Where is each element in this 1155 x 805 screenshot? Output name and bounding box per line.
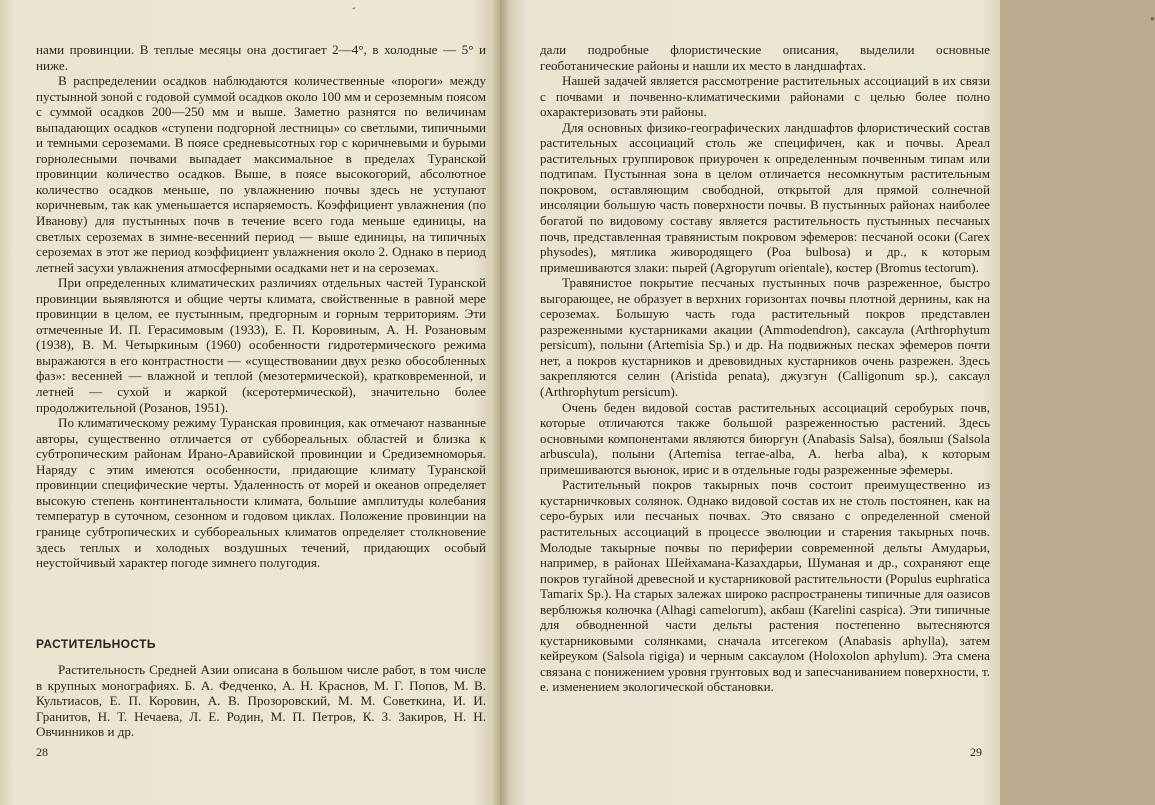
paragraph: Растительный покров такырных почв состоит преимущественно из кустарничковых солянок. Однако видовой состав их не столь постоянен, как на серо-бурых или песчаных почвах. Это связано с определенной сменой растительных ассоциаций в процессе эволюции и старения такырных почв. Молодые такырные почвы по периферии современной дельты Амударьи, например, в районах Шейхамана-Казахдарьи, Шуманая и др., сохраняют еще покров тугайной древесной и кустарниковой растительности (Populus euphratica Tamarix Sp.). На старых залежах широко распространены типичные для оазисов верблюжья колючка (Alhagi camelorum), акбаш (Karelini caspica). Эти типичные для обводненной части дельты растения постепенно вытесняются кустарниковыми солянками, сначала итсегеком (Anabasis aphylla), затем кейреуком (Salsola rigiga) и черным саксаулом (Holoxolon aphylum). Эта смена связана с понижением уровня грунтовых вод и запесчаниванием поверхности, т. е. изменением экологической обстановки. [540,477,990,695]
paragraph: Травянистое покрытие песчаных пустынных почв разреженное, быстро выгорающее, не образует в верхних горизонтах почвы плотной дернины, как на сероземах. Большую часть года растительный покров представлен разреженными кустарниками акации (Ammodendron), саксаула (Arthrophytum persicum), полыни (Artemisia Sp.) и др. На подвижных песках эфемеров почти нет, а покров кустарников и древовидных кустарников очень разрежен. Здесь закрепляются селин (Aristida penata), джузгун (Calligonum sp.), саксаул (Arthrophytum persicum). [540,275,990,400]
section-intro [36,662,486,740]
ink-mark: ˊ [348,5,357,22]
paragraph: По климатическому режиму Туранская провинция, как отмечают названные авторы, существенно отличается от суббореальных областей и близка к субтропическим районам Ирано-Аравийской провинции и Средиземноморья. Наряду с этим имеются особенности, придающие климату Туранской провинции специфические черты. Удаленность от морей и океанов определяет высокую степень континентальности климата, большие амплитуды колебания температур в суточном, сезонном и годовом циклах. Положение провинции на границе субтропических и суббореальных климатов определяет столкновение здесь теплых и холодных воздушных течений, придающих особый неустойчивый характер погоде зимнего полугодия. [36,415,486,571]
page-number: 29 [970,745,982,759]
page-number: 28 [36,745,48,759]
left-body-text [36,42,486,571]
paragraph: нами провинции. В теплые месяцы она достигает 2—4°, в холодные — 5° и ниже. [36,42,486,73]
paragraph: Очень беден видовой состав растительных ассоциаций серобурых почв, которые отличаются также большой разреженностью растений. Здесь основными компонентами являются биюргун (Anabasis Salsa), боялыш (Salsola arbuscula), полыни (Artemisa terrae-alba, A. herba alba), к которым примешиваются вьюнок, ирис и в отдельные годы разреженные эфемеры. [540,399,990,477]
section-heading: РАСТИТЕЛЬНОСТЬ [36,637,156,651]
paragraph: Нашей задачей является рассмотрение растительных ассоциаций в их связи с почвами и почвенно-климатическими районами с целью более полно охарактеризовать эти районы. [540,73,990,120]
paragraph: В распределении осадков наблюдаются количественные «пороги» между пустынной зоной с годовой суммой осадков около 100 мм и сероземным поясом с суммой осадков 200—250 мм и выше. Заметно разнятся по величинам выпадающих осадков «ступени подгорной лестницы» со светлыми, типичными и темными сероземами. В поясе средневысотных гор с коричневыми и бурыми горнолесными почвами выпадает максимальное в пределах Туранской провинции количество осадков. Выше, в поясе высокогорий, абсолютное количество осадков меньше, по увлажнению почвы здесь не уступают коричневым, так как уменьшается испаряемость. Коэффициент увлажнения (по Иванову) для пустынных почв в течение всего года меньше единицы, на светлых сероземах в зимне-весенний период — выше единицы, на типичных сероземах в этот же период коэффициент увлажнения около 2. Однако в период летней засухи увлажнения атмосферными осадками нет и на сероземах. [36,73,486,275]
paragraph: дали подробные флористические описания, выделили основные геоботанические районы и нашли их место в ландшафтах. [540,42,990,73]
right-body-text [540,42,990,695]
paragraph: При определенных климатических различиях отдельных частей Туранской провинции выявляются и общие черты климата, свойственные в равной мере провинции в целом, ее пустынным, предгорным и горным территориям. Эти отмеченные И. П. Герасимовым (1933), Е. П. Коровиным, А. Н. Розановым (1938), В. М. Четыркиным (1960) особенности гидротермического режима выражаются в его контрастности — «существовании двух резко обособленных фаз»: весенней — влажной и теплой (мезотермической), кратковременной, и летней — сухой и жаркой (ксеротермической), значительно более продолжительной (Розанов, 1951). [36,275,486,415]
paragraph: Для основных физико-географических ландшафтов флористический состав растительных ассоциаций столь же специфичен, как и почвы. Ареал растительных группировок приурочен к определенным почвенным типам или подтипам. Пустынная зона в целом отличается несомкнутым растительным покровом, оставляющим свободной, открытой для прямой солнечной инсоляции большую часть поверхности почвы. В пустынных районах наиболее богатой по видовому составу является растительность пустынных песчаных почв, представленная травянистым покровом эфемеров: песчаной осоки (Carex physodes), мятлика живородящего (Poa bulbosa) и др., к которым примешиваются злаки: пырей (Agropyrum orientale), костер (Bromus tectorum). [540,119,990,275]
left-page [0,0,500,805]
right-page [500,0,1155,805]
ink-dot: ● [1150,14,1155,23]
paragraph: Растительность Средней Азии описана в большом числе работ, в том числе в крупных монографиях. Б. А. Федченко, А. Н. Краснов, М. Г. Попов, М. В. Культиасов, Е. П. Коровин, А. В. Прозоровский, М. М. Советкина, И. И. Гранитов, Н. Т. Нечаева, Л. Е. Родин, М. П. Петров, К. З. Закиров, Н. Н. Овчинников и др. [36,662,486,740]
